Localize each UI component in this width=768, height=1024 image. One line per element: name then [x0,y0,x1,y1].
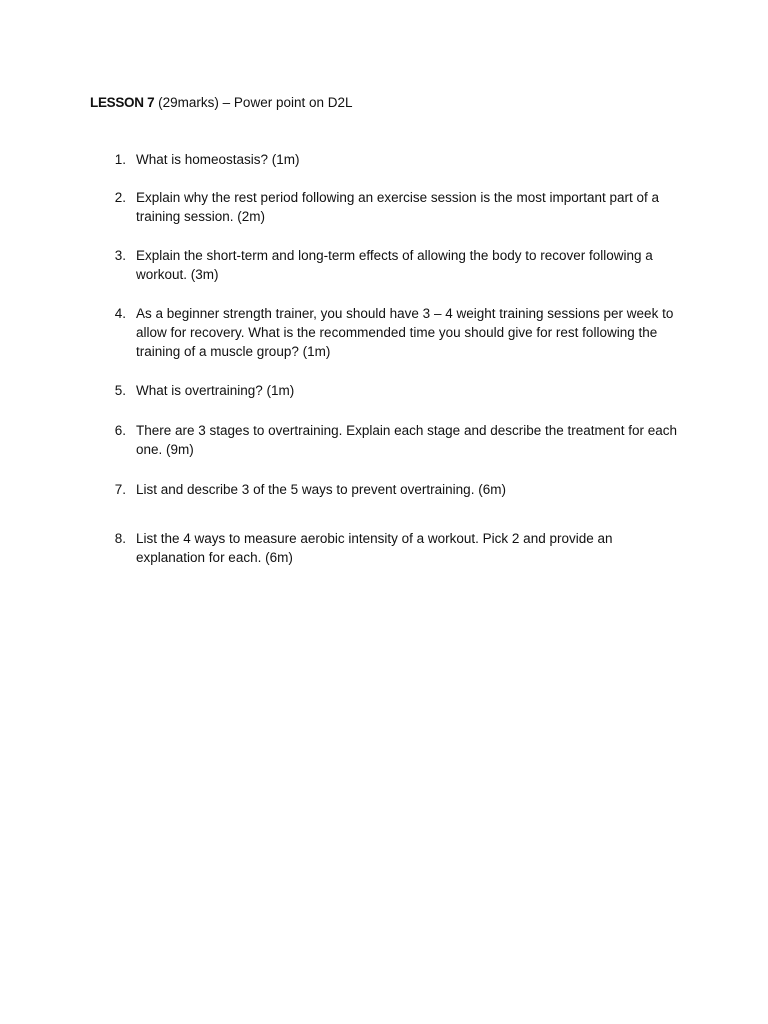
question-text: There are 3 stages to overtraining. Explain each stage and describe the treatment for each one. (9m) [136,423,678,457]
question-item [100,529,680,567]
lesson-subtitle: – Power point on D2L [222,95,353,110]
lesson-marks: (29marks) [158,95,219,110]
question-item [100,480,680,499]
question-text: As a beginner strength trainer, you should have 3 – 4 weight training sessions per week to allow for recovery. What is the recommended time you should give for rest following the training of a muscle group? (1m) [136,306,674,359]
question-text: Explain the short-term and long-term effects of allowing the body to recover following a workout. (3m) [136,248,653,282]
question-number: 6. [114,423,126,438]
lesson-title: LESSON 7 [90,95,155,110]
question-item [100,381,680,400]
question-text: Explain why the rest period following an exercise session is the most important part of a training session. (2m) [136,190,660,224]
question-number: 4. [114,306,126,321]
question-number: 7. [114,482,126,497]
question-number: 8. [114,531,126,546]
question-number: 2. [114,190,126,205]
question-item [100,246,680,284]
question-item [100,188,680,226]
lesson-heading [90,94,353,112]
question-item [100,304,680,361]
question-text: What is overtraining? (1m) [136,383,295,398]
question-number: 1. [114,152,126,167]
question-text: List and describe 3 of the 5 ways to prevent overtraining. (6m) [136,482,506,497]
question-item [100,150,680,169]
question-item [100,421,680,459]
question-text: List the 4 ways to measure aerobic intensity of a workout. Pick 2 and provide an explanation for each. (6m) [136,531,613,565]
question-text: What is homeostasis? (1m) [136,152,300,167]
question-number: 3. [114,248,126,263]
question-number: 5. [114,383,126,398]
